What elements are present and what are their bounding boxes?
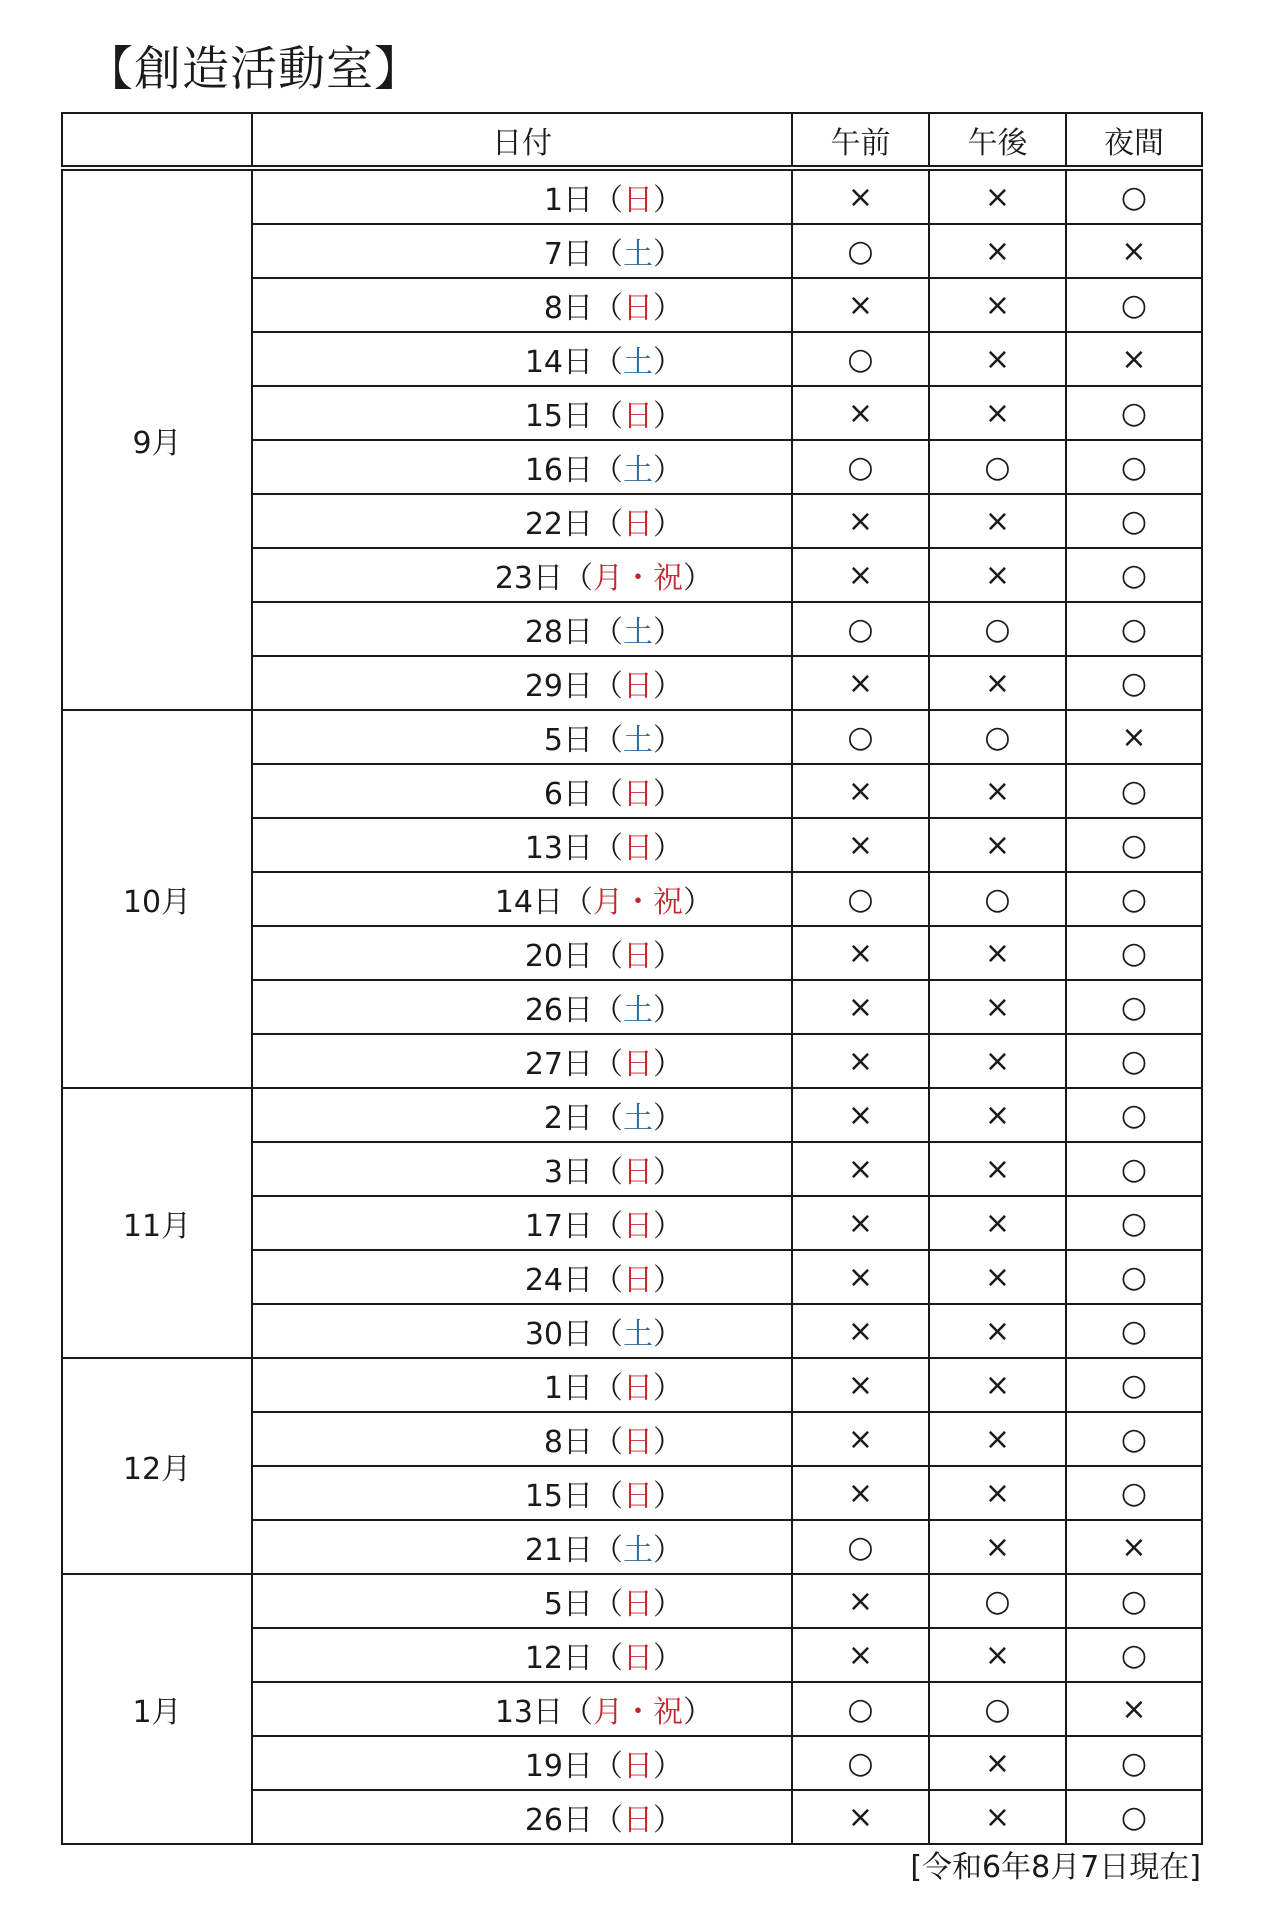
- paren-close: ）: [653, 1263, 683, 1298]
- date-number: 15日: [524, 1479, 593, 1514]
- date-cell: [252, 278, 792, 332]
- night-availability: ○: [1066, 1304, 1202, 1358]
- date-number: 26日: [524, 1803, 593, 1838]
- date-cell: [252, 1736, 792, 1790]
- afternoon-availability: ○: [929, 602, 1066, 656]
- weekday-label: 土: [623, 1317, 653, 1352]
- morning-availability: ×: [792, 278, 929, 332]
- date-number: 7日: [543, 237, 593, 272]
- morning-availability: ×: [792, 494, 929, 548]
- paren-close: ）: [653, 183, 683, 218]
- weekday-label: 土: [623, 237, 653, 272]
- paren-open: （: [593, 291, 623, 326]
- date-cell: [252, 1250, 792, 1304]
- date-cell: [252, 1412, 792, 1466]
- paren-open: （: [593, 1317, 623, 1352]
- date-number: 6日: [543, 777, 593, 812]
- table-row: [62, 1358, 1202, 1412]
- date-number: 1日: [543, 1371, 593, 1406]
- date-number: 14日: [524, 345, 593, 380]
- date-number: 26日: [524, 993, 593, 1028]
- date-number: 13日: [524, 831, 593, 866]
- morning-availability: ×: [792, 980, 929, 1034]
- weekday-label: 日: [623, 1479, 653, 1514]
- night-availability: ×: [1066, 1520, 1202, 1574]
- weekday-label: 日: [623, 831, 653, 866]
- afternoon-availability: ×: [929, 1520, 1066, 1574]
- weekday-label: 日: [623, 1587, 653, 1622]
- afternoon-availability: ×: [929, 1466, 1066, 1520]
- date-cell: [252, 710, 792, 764]
- afternoon-availability: ×: [929, 1196, 1066, 1250]
- afternoon-availability: ×: [929, 656, 1066, 710]
- month-label: 10月: [62, 710, 252, 1088]
- paren-close: ）: [653, 615, 683, 650]
- date-cell: [252, 764, 792, 818]
- date-cell: [252, 1790, 792, 1844]
- morning-availability: ×: [792, 656, 929, 710]
- paren-open: （: [593, 1155, 623, 1190]
- weekday-label: 月・祝: [593, 561, 683, 596]
- afternoon-availability: ×: [929, 386, 1066, 440]
- afternoon-availability: ×: [929, 1250, 1066, 1304]
- paren-open: （: [593, 1209, 623, 1244]
- weekday-label: 土: [623, 345, 653, 380]
- date-cell: [252, 1520, 792, 1574]
- afternoon-availability: ×: [929, 278, 1066, 332]
- morning-availability: ×: [792, 1790, 929, 1844]
- night-availability: ○: [1066, 1034, 1202, 1088]
- paren-close: ）: [653, 669, 683, 704]
- night-availability: ○: [1066, 980, 1202, 1034]
- morning-availability: ○: [792, 440, 929, 494]
- morning-availability: ×: [792, 1574, 929, 1628]
- date-cell: [252, 1682, 792, 1736]
- date-number: 16日: [524, 453, 593, 488]
- paren-open: （: [593, 1263, 623, 1298]
- weekday-label: 土: [623, 723, 653, 758]
- month-label: 9月: [62, 168, 252, 710]
- weekday-label: 日: [623, 399, 653, 434]
- paren-open: （: [563, 561, 593, 596]
- morning-availability: ×: [792, 1304, 929, 1358]
- weekday-label: 土: [623, 453, 653, 488]
- afternoon-availability: ×: [929, 168, 1066, 224]
- paren-open: （: [593, 939, 623, 974]
- paren-open: （: [593, 777, 623, 812]
- paren-open: （: [593, 345, 623, 380]
- afternoon-availability: ○: [929, 440, 1066, 494]
- night-availability: ×: [1066, 1682, 1202, 1736]
- date-cell: [252, 926, 792, 980]
- header-blank: [62, 113, 252, 168]
- morning-availability: ×: [792, 1628, 929, 1682]
- afternoon-availability: ×: [929, 926, 1066, 980]
- date-cell: [252, 602, 792, 656]
- date-number: 28日: [524, 615, 593, 650]
- date-number: 22日: [524, 507, 593, 542]
- night-availability: ○: [1066, 494, 1202, 548]
- header-afternoon: 午後: [929, 113, 1066, 168]
- paren-close: ）: [653, 1101, 683, 1136]
- paren-close: ）: [683, 1695, 713, 1730]
- date-number: 29日: [524, 669, 593, 704]
- month-label: 11月: [62, 1088, 252, 1358]
- night-availability: ○: [1066, 386, 1202, 440]
- paren-close: ）: [653, 399, 683, 434]
- weekday-label: 日: [623, 777, 653, 812]
- paren-close: ）: [653, 1425, 683, 1460]
- weekday-label: 日: [623, 1749, 653, 1784]
- paren-open: （: [593, 399, 623, 434]
- weekday-label: 土: [623, 993, 653, 1028]
- date-cell: [252, 1466, 792, 1520]
- date-number: 24日: [524, 1263, 593, 1298]
- weekday-label: 日: [623, 507, 653, 542]
- date-number: 1日: [543, 183, 593, 218]
- paren-close: ）: [653, 1587, 683, 1622]
- night-availability: ○: [1066, 168, 1202, 224]
- night-availability: ○: [1066, 1628, 1202, 1682]
- date-number: 21日: [524, 1533, 593, 1568]
- afternoon-availability: ○: [929, 1682, 1066, 1736]
- paren-open: （: [593, 831, 623, 866]
- morning-availability: ×: [792, 1466, 929, 1520]
- afternoon-availability: ×: [929, 1358, 1066, 1412]
- weekday-label: 日: [623, 183, 653, 218]
- morning-availability: ×: [792, 1088, 929, 1142]
- paren-open: （: [593, 1749, 623, 1784]
- paren-close: ）: [653, 507, 683, 542]
- date-number: 14日: [494, 885, 563, 920]
- morning-availability: ○: [792, 1682, 929, 1736]
- weekday-label: 日: [623, 939, 653, 974]
- afternoon-availability: ×: [929, 1304, 1066, 1358]
- paren-close: ）: [653, 777, 683, 812]
- paren-close: ）: [653, 1479, 683, 1514]
- night-availability: ○: [1066, 926, 1202, 980]
- paren-close: ）: [653, 939, 683, 974]
- night-availability: ○: [1066, 278, 1202, 332]
- header-morning: 午前: [792, 113, 929, 168]
- paren-open: （: [593, 1371, 623, 1406]
- night-availability: ○: [1066, 1466, 1202, 1520]
- weekday-label: 日: [623, 1155, 653, 1190]
- table-row: [62, 1574, 1202, 1628]
- date-cell: [252, 168, 792, 224]
- morning-availability: ○: [792, 332, 929, 386]
- morning-availability: ×: [792, 548, 929, 602]
- night-availability: ○: [1066, 764, 1202, 818]
- morning-availability: ○: [792, 224, 929, 278]
- date-cell: [252, 332, 792, 386]
- morning-availability: ×: [792, 1358, 929, 1412]
- paren-close: ）: [653, 1803, 683, 1838]
- weekday-label: 日: [623, 291, 653, 326]
- date-number: 30日: [524, 1317, 593, 1352]
- paren-open: （: [593, 1587, 623, 1622]
- table-row: [62, 710, 1202, 764]
- morning-availability: ×: [792, 926, 929, 980]
- paren-close: ）: [653, 237, 683, 272]
- night-availability: ○: [1066, 818, 1202, 872]
- date-number: 3日: [543, 1155, 593, 1190]
- date-cell: [252, 656, 792, 710]
- afternoon-availability: ×: [929, 332, 1066, 386]
- header-date: 日付: [252, 113, 792, 168]
- paren-open: （: [593, 1533, 623, 1568]
- date-cell: [252, 1304, 792, 1358]
- night-availability: ○: [1066, 1736, 1202, 1790]
- paren-open: （: [593, 1641, 623, 1676]
- date-number: 27日: [524, 1047, 593, 1082]
- date-number: 13日: [494, 1695, 563, 1730]
- night-availability: ○: [1066, 872, 1202, 926]
- afternoon-availability: ×: [929, 548, 1066, 602]
- weekday-label: 土: [623, 1101, 653, 1136]
- morning-availability: ○: [792, 602, 929, 656]
- date-cell: [252, 1142, 792, 1196]
- header-row: [62, 113, 1202, 168]
- paren-open: （: [593, 1047, 623, 1082]
- weekday-label: 日: [623, 1425, 653, 1460]
- afternoon-availability: ×: [929, 1142, 1066, 1196]
- afternoon-availability: ○: [929, 872, 1066, 926]
- night-availability: ○: [1066, 1142, 1202, 1196]
- date-cell: [252, 872, 792, 926]
- month-label: 12月: [62, 1358, 252, 1574]
- afternoon-availability: ○: [929, 1574, 1066, 1628]
- date-number: 23日: [494, 561, 563, 596]
- paren-open: （: [593, 183, 623, 218]
- afternoon-availability: ○: [929, 710, 1066, 764]
- afternoon-availability: ×: [929, 1412, 1066, 1466]
- night-availability: ×: [1066, 224, 1202, 278]
- morning-availability: ○: [792, 872, 929, 926]
- morning-availability: ×: [792, 386, 929, 440]
- night-availability: ○: [1066, 1574, 1202, 1628]
- afternoon-availability: ×: [929, 818, 1066, 872]
- date-cell: [252, 440, 792, 494]
- paren-close: ）: [653, 1533, 683, 1568]
- date-number: 2日: [543, 1101, 593, 1136]
- afternoon-availability: ×: [929, 1034, 1066, 1088]
- weekday-label: 日: [623, 1263, 653, 1298]
- night-availability: ○: [1066, 656, 1202, 710]
- date-cell: [252, 548, 792, 602]
- night-availability: ○: [1066, 548, 1202, 602]
- paren-close: ）: [653, 453, 683, 488]
- date-cell: [252, 818, 792, 872]
- morning-availability: ×: [792, 1142, 929, 1196]
- table-row: [62, 1088, 1202, 1142]
- date-number: 15日: [524, 399, 593, 434]
- weekday-label: 土: [623, 1533, 653, 1568]
- night-availability: ○: [1066, 1790, 1202, 1844]
- weekday-label: 月・祝: [593, 885, 683, 920]
- date-cell: [252, 1358, 792, 1412]
- afternoon-availability: ×: [929, 224, 1066, 278]
- afternoon-availability: ×: [929, 764, 1066, 818]
- night-availability: ○: [1066, 440, 1202, 494]
- afternoon-availability: ×: [929, 1790, 1066, 1844]
- night-availability: ○: [1066, 1250, 1202, 1304]
- date-number: 8日: [543, 291, 593, 326]
- date-number: 20日: [524, 939, 593, 974]
- morning-availability: ×: [792, 1412, 929, 1466]
- paren-close: ）: [653, 831, 683, 866]
- afternoon-availability: ×: [929, 1088, 1066, 1142]
- paren-close: ）: [653, 1749, 683, 1784]
- paren-close: ）: [653, 1641, 683, 1676]
- table-row: [62, 168, 1202, 224]
- night-availability: ○: [1066, 1358, 1202, 1412]
- date-cell: [252, 386, 792, 440]
- paren-close: ）: [653, 345, 683, 380]
- date-cell: [252, 1196, 792, 1250]
- night-availability: ○: [1066, 1412, 1202, 1466]
- morning-availability: ×: [792, 1196, 929, 1250]
- date-cell: [252, 1574, 792, 1628]
- paren-open: （: [593, 1479, 623, 1514]
- page-title: 【創造活動室】: [86, 42, 422, 97]
- morning-availability: ×: [792, 818, 929, 872]
- header-night: 夜間: [1066, 113, 1202, 168]
- morning-availability: ×: [792, 1034, 929, 1088]
- paren-open: （: [593, 669, 623, 704]
- night-availability: ×: [1066, 710, 1202, 764]
- night-availability: ○: [1066, 1088, 1202, 1142]
- date-number: 19日: [524, 1749, 593, 1784]
- schedule-body: [62, 168, 1202, 1844]
- month-label: 1月: [62, 1574, 252, 1844]
- paren-open: （: [593, 453, 623, 488]
- paren-close: ）: [653, 291, 683, 326]
- afternoon-availability: ×: [929, 494, 1066, 548]
- night-availability: ○: [1066, 602, 1202, 656]
- morning-availability: ×: [792, 168, 929, 224]
- paren-open: （: [563, 1695, 593, 1730]
- date-number: 8日: [543, 1425, 593, 1460]
- paren-open: （: [593, 1425, 623, 1460]
- weekday-label: 日: [623, 1641, 653, 1676]
- morning-availability: ○: [792, 1736, 929, 1790]
- weekday-label: 日: [623, 1371, 653, 1406]
- paren-open: （: [593, 723, 623, 758]
- night-availability: ○: [1066, 1196, 1202, 1250]
- morning-availability: ×: [792, 1250, 929, 1304]
- date-number: 17日: [524, 1209, 593, 1244]
- paren-close: ）: [653, 723, 683, 758]
- afternoon-availability: ×: [929, 980, 1066, 1034]
- paren-close: ）: [653, 1047, 683, 1082]
- as-of-date: [令和6年8月7日現在]: [910, 1850, 1201, 1885]
- afternoon-availability: ×: [929, 1628, 1066, 1682]
- date-cell: [252, 1034, 792, 1088]
- paren-open: （: [593, 993, 623, 1028]
- paren-open: （: [593, 237, 623, 272]
- date-cell: [252, 494, 792, 548]
- date-number: 5日: [543, 723, 593, 758]
- weekday-label: 日: [623, 669, 653, 704]
- paren-open: （: [593, 1101, 623, 1136]
- weekday-label: 日: [623, 1803, 653, 1838]
- paren-close: ）: [683, 885, 713, 920]
- date-cell: [252, 1628, 792, 1682]
- morning-availability: ○: [792, 1520, 929, 1574]
- paren-close: ）: [683, 561, 713, 596]
- weekday-label: 月・祝: [593, 1695, 683, 1730]
- paren-close: ）: [653, 1155, 683, 1190]
- weekday-label: 日: [623, 1209, 653, 1244]
- paren-close: ）: [653, 1371, 683, 1406]
- date-number: 12日: [524, 1641, 593, 1676]
- night-availability: ×: [1066, 332, 1202, 386]
- date-cell: [252, 980, 792, 1034]
- morning-availability: ×: [792, 764, 929, 818]
- paren-open: （: [593, 1803, 623, 1838]
- date-cell: [252, 1088, 792, 1142]
- paren-close: ）: [653, 993, 683, 1028]
- date-number: 5日: [543, 1587, 593, 1622]
- date-cell: [252, 224, 792, 278]
- weekday-label: 日: [623, 1047, 653, 1082]
- weekday-label: 土: [623, 615, 653, 650]
- paren-close: ）: [653, 1317, 683, 1352]
- paren-open: （: [593, 507, 623, 542]
- morning-availability: ○: [792, 710, 929, 764]
- paren-close: ）: [653, 1209, 683, 1244]
- paren-open: （: [593, 615, 623, 650]
- schedule-table: [61, 112, 1203, 1845]
- paren-open: （: [563, 885, 593, 920]
- afternoon-availability: ×: [929, 1736, 1066, 1790]
